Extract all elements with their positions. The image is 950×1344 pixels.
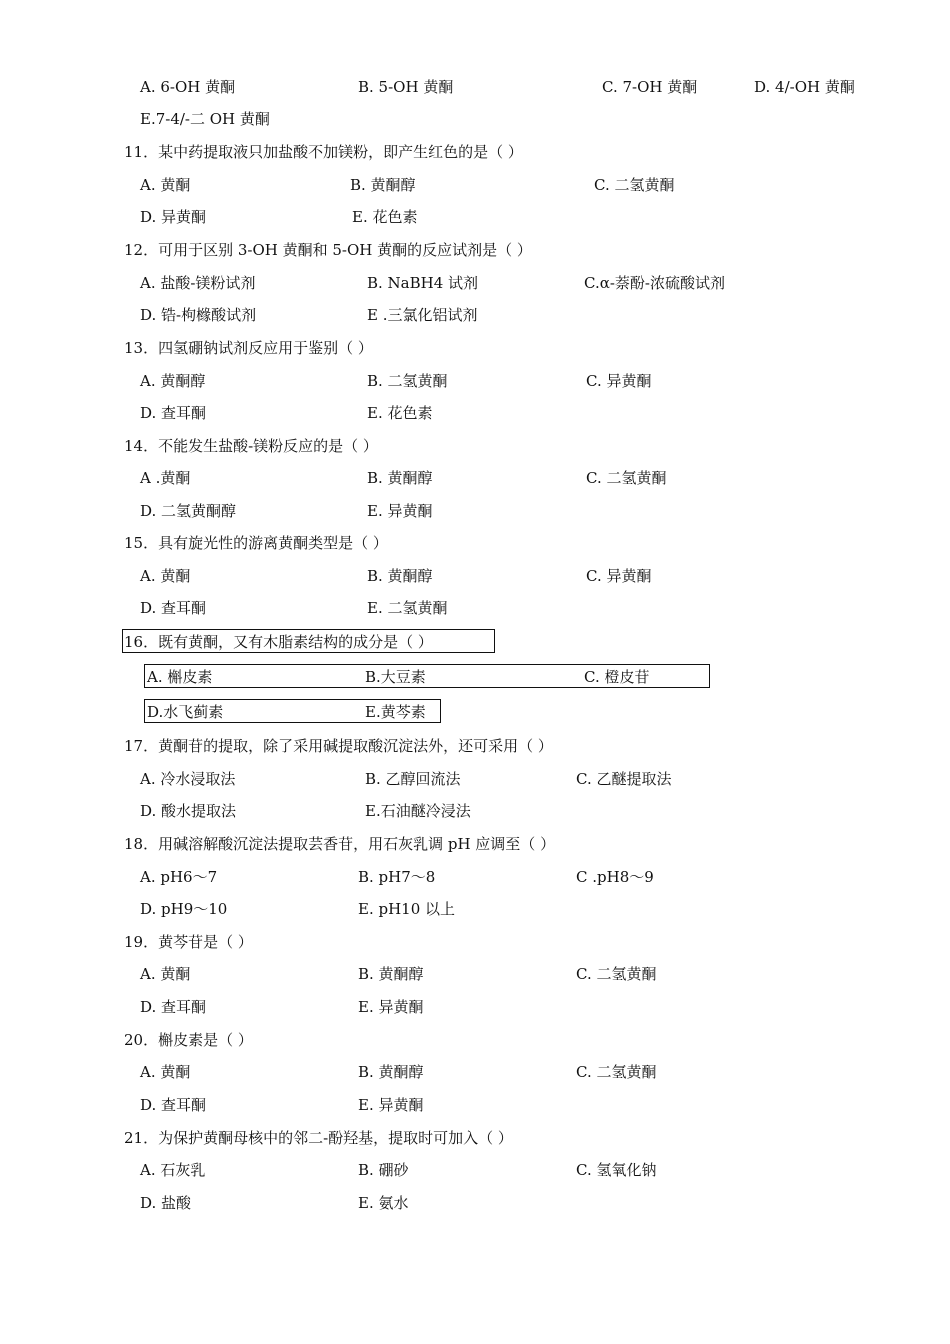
- question-text: 16．既有黄酮，又有木脂素结构的成分是（ ）: [124, 633, 433, 651]
- answer-option: D. 查耳酮: [140, 404, 207, 422]
- answer-option: B.大豆素: [365, 668, 426, 686]
- options-row: [0, 1158, 950, 1182]
- answer-option: C. 二氢黄酮: [576, 1063, 657, 1081]
- answer-option: E. 氨水: [358, 1194, 409, 1212]
- answer-option: B. 乙醇回流法: [365, 770, 461, 788]
- answer-option: E.黄芩素: [365, 703, 426, 721]
- answer-option: C. 7-OH 黄酮: [602, 78, 698, 96]
- options-row: [0, 173, 950, 197]
- options-row: [0, 799, 950, 823]
- answer-option: A .黄酮: [140, 469, 191, 487]
- answer-option: C. 橙皮苷: [584, 668, 650, 686]
- answer-option: C. 异黄酮: [586, 372, 652, 390]
- options-row: [0, 499, 950, 523]
- options-row: [0, 369, 950, 393]
- question-text: 14．不能发生盐酸-镁粉反应的是（ ）: [124, 437, 378, 455]
- question-text: 11．某中药提取液只加盐酸不加镁粉，即产生红色的是（ ）: [124, 143, 523, 161]
- options-row: [0, 271, 950, 295]
- options-row: [0, 995, 950, 1019]
- answer-option: E. 花色素: [352, 208, 418, 226]
- question-text: 17．黄酮苷的提取，除了采用碱提取酸沉淀法外，还可采用（ ）: [124, 737, 553, 755]
- answer-option: D. 酸水提取法: [140, 802, 237, 820]
- answer-option: D. 盐酸: [140, 1194, 192, 1212]
- options-row: [0, 1093, 950, 1117]
- answer-option: D. 查耳酮: [140, 998, 207, 1016]
- answer-option: B. 黄酮醇: [358, 1063, 424, 1081]
- answer-option: A. 盐酸-镁粉试剂: [140, 274, 256, 292]
- answer-option: E.7-4/-二 OH 黄酮: [140, 110, 270, 128]
- question-text: 19．黄芩苷是（ ）: [124, 933, 253, 951]
- question-text: 12．可用于区别 3-OH 黄酮和 5-OH 黄酮的反应试剂是（ ）: [124, 241, 532, 259]
- answer-option: A. pH6～7: [140, 868, 218, 886]
- answer-option: A. 6-OH 黄酮: [140, 78, 236, 96]
- highlight-box: [122, 629, 495, 653]
- answer-option: C.α-萘酚-浓硫酸试剂: [584, 274, 725, 292]
- answer-option: B. 黄酮醇: [350, 176, 416, 194]
- options-row: [0, 75, 950, 99]
- answer-option: A. 冷水浸取法: [140, 770, 236, 788]
- answer-option: A. 槲皮素: [147, 668, 213, 686]
- answer-option: C. 乙醚提取法: [576, 770, 672, 788]
- question-text: 13．四氢硼钠试剂反应用于鉴别（ ）: [124, 339, 373, 357]
- options-row: [0, 205, 950, 229]
- highlight-box: [144, 699, 441, 723]
- options-row: [0, 1060, 950, 1084]
- answer-option: B. 二氢黄酮: [367, 372, 448, 390]
- highlight-box: [144, 664, 710, 688]
- answer-option: C. 二氢黄酮: [586, 469, 667, 487]
- answer-option: B. 黄酮醇: [367, 469, 433, 487]
- options-row: [0, 700, 950, 724]
- answer-option: D. 锆-枸橼酸试剂: [140, 306, 257, 324]
- answer-option: B. 黄酮醇: [367, 567, 433, 585]
- answer-option: D. 二氢黄酮醇: [140, 502, 237, 520]
- question-text: 18．用碱溶解酸沉淀法提取芸香苷，用石灰乳调 pH 应调至（ ）: [124, 835, 556, 853]
- answer-option: C. 二氢黄酮: [594, 176, 675, 194]
- options-row: [0, 303, 950, 327]
- answer-option: D. 异黄酮: [140, 208, 207, 226]
- options-row: [0, 596, 950, 620]
- answer-option: E. 异黄酮: [358, 1096, 424, 1114]
- options-row: [0, 401, 950, 425]
- options-row: [0, 1191, 950, 1215]
- options-row: [0, 466, 950, 490]
- options-row: [0, 865, 950, 889]
- answer-option: C .pH8～9: [576, 868, 654, 886]
- question-text: 21．为保护黄酮母核中的邻二-酚羟基，提取时可加入（ ）: [124, 1129, 513, 1147]
- options-row: [0, 564, 950, 588]
- answer-option: B. 硼砂: [358, 1161, 409, 1179]
- answer-option: E. 二氢黄酮: [367, 599, 448, 617]
- options-row: [0, 107, 950, 131]
- question-text: 15．具有旋光性的游离黄酮类型是（ ）: [124, 534, 388, 552]
- answer-option: A. 黄酮: [140, 1063, 191, 1081]
- answer-option: D. pH9～10: [140, 900, 228, 918]
- answer-option: D. 查耳酮: [140, 599, 207, 617]
- answer-option: B. 黄酮醇: [358, 965, 424, 983]
- answer-option: A. 黄酮: [140, 567, 191, 585]
- answer-option: B. NaBH4 试剂: [367, 274, 479, 292]
- answer-option: D.水飞蓟素: [147, 703, 224, 721]
- answer-option: E. pH10 以上: [358, 900, 456, 918]
- answer-option: C. 氢氧化钠: [576, 1161, 657, 1179]
- answer-option: E. 异黄酮: [367, 502, 433, 520]
- answer-option: A. 黄酮: [140, 965, 191, 983]
- answer-option: E.石油醚冷浸法: [365, 802, 471, 820]
- answer-option: A. 黄酮醇: [140, 372, 206, 390]
- options-row: [0, 962, 950, 986]
- answer-option: E. 花色素: [367, 404, 433, 422]
- answer-option: B. 5-OH 黄酮: [358, 78, 454, 96]
- answer-option: D. 查耳酮: [140, 1096, 207, 1114]
- answer-option: D. 4/-OH 黄酮: [754, 78, 855, 96]
- options-row: [0, 767, 950, 791]
- question-text: 20．槲皮素是（ ）: [124, 1031, 253, 1049]
- options-row: [0, 897, 950, 921]
- answer-option: B. pH7～8: [358, 868, 436, 886]
- answer-option: C. 二氢黄酮: [576, 965, 657, 983]
- answer-option: E .三氯化铝试剂: [367, 306, 478, 324]
- answer-option: C. 异黄酮: [586, 567, 652, 585]
- answer-option: E. 异黄酮: [358, 998, 424, 1016]
- answer-option: A. 黄酮: [140, 176, 191, 194]
- answer-option: A. 石灰乳: [140, 1161, 206, 1179]
